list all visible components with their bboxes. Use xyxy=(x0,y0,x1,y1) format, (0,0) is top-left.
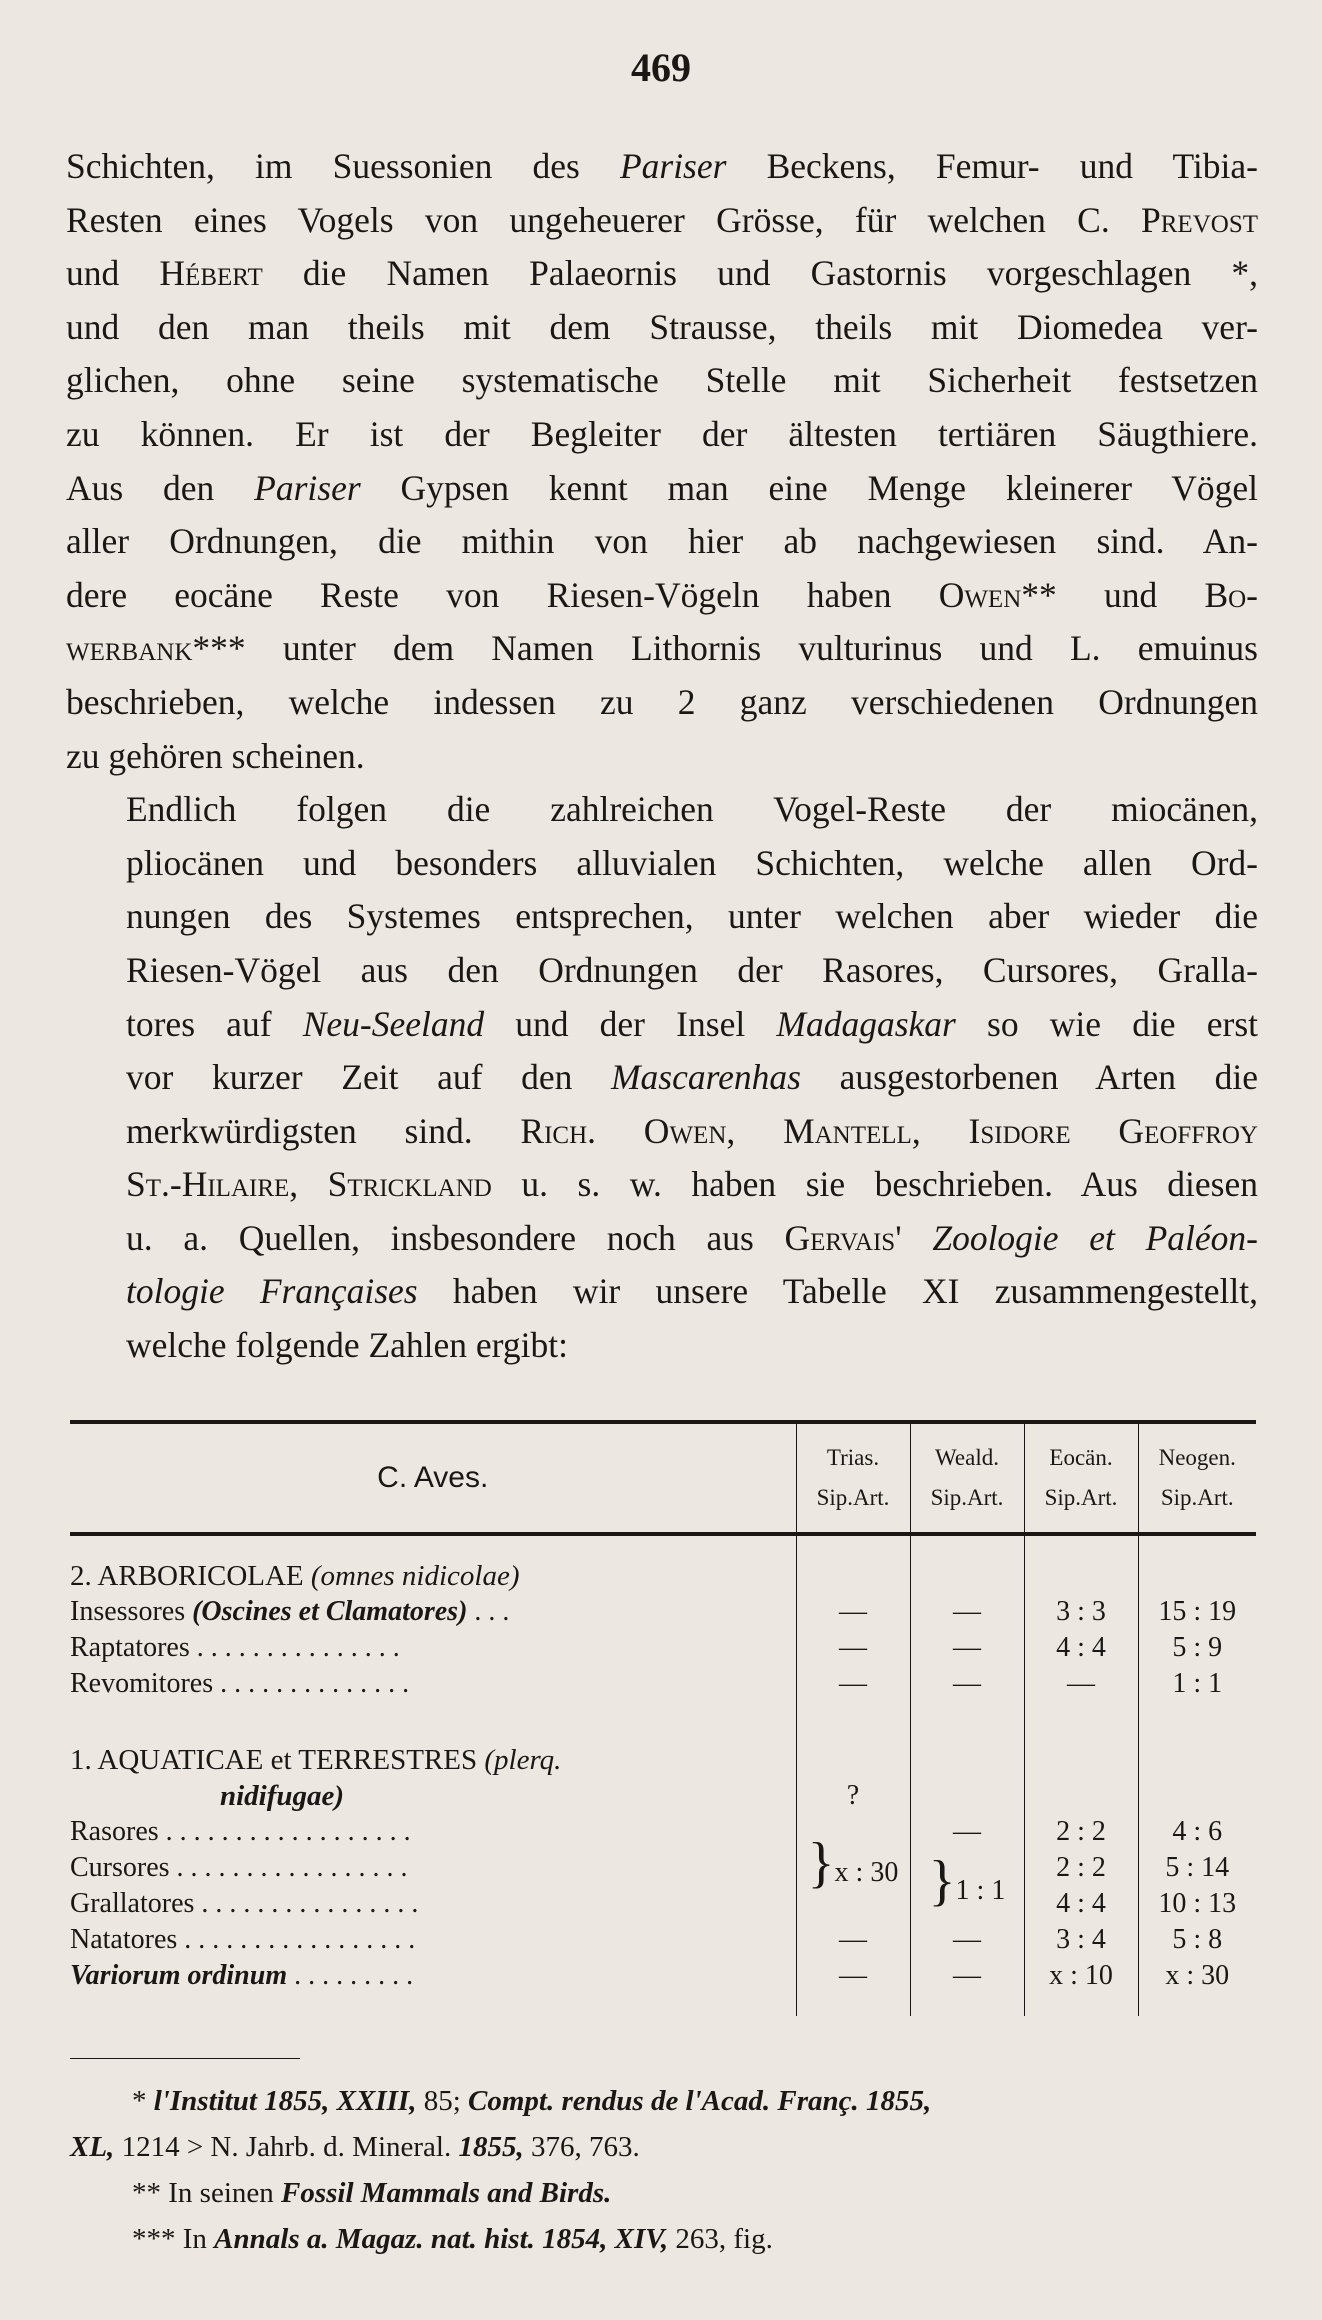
italic-text: Pariser xyxy=(619,146,727,186)
footnote-text: 1214 > N. Jahrb. d. Mineral. xyxy=(114,2131,459,2163)
column-period-label: Neogen. xyxy=(1158,1445,1236,1470)
footnote-source: l'Institut 1855, XXIII, xyxy=(153,2085,417,2117)
text-line: und den man theils mit dem Strausse, theils mit Diomedea ver- xyxy=(66,306,1258,347)
small-caps-name: Owen xyxy=(938,574,1022,615)
small-caps-name: werbank xyxy=(66,628,193,669)
trias-brace-value: x : 30 xyxy=(834,1857,899,1888)
group-number: 2. xyxy=(70,1560,92,1592)
italic-text: Pariser xyxy=(254,467,361,508)
paragraph-2 xyxy=(66,783,1258,1373)
text-line: nungen des Systemes entsprechen, unter welchen aber wieder die xyxy=(126,896,1258,937)
aves-body-table xyxy=(70,1536,1256,2016)
cell-eocan: — xyxy=(1024,1666,1138,1702)
small-caps-name: Gervais xyxy=(784,1217,896,1258)
row-label: Revomitores xyxy=(70,1668,214,1699)
body-text xyxy=(66,140,1258,1373)
small-caps-name: Hébert xyxy=(159,253,263,294)
small-caps-name: Mantell xyxy=(783,1110,912,1151)
footnote-text: In seinen xyxy=(161,2177,281,2209)
cell-eocan: 4 : 4 xyxy=(1024,1886,1138,1922)
footnote-source: Fossil Mammals and Birds. xyxy=(281,2177,612,2209)
table-row xyxy=(70,1922,1256,1958)
text-line: vor kurzer Zeit auf den Mascarenhas ausgestorbenen Arten die xyxy=(126,1057,1258,1098)
footnote-rule xyxy=(70,2058,300,2059)
column-period-label: Eocän. xyxy=(1049,1445,1113,1470)
footnote-3 xyxy=(70,2216,1256,2262)
row-dots: . . . . . . . . . . . . . . . xyxy=(189,1632,400,1663)
row-dots: . . . . . . . . . . . . . . . . xyxy=(194,1888,419,1919)
cell-neogen: 15 : 19 xyxy=(1138,1594,1256,1630)
small-caps-name: St.-Hilaire xyxy=(126,1164,290,1205)
text-line: glichen, ohne seine systematische Stelle mit Sicherheit festsetzen xyxy=(66,360,1258,401)
small-caps-name: Isidore Geoffroy xyxy=(968,1110,1258,1151)
column-sub-label: Sip.Art. xyxy=(930,1485,1004,1510)
page-number: 469 xyxy=(631,45,691,90)
text-line: tores auf Neu-Seeland und der Insel Madagaskar so wie die erst xyxy=(126,1003,1258,1044)
footnote-source: Compt. rendus de l'Acad. Franç. 1855, xyxy=(468,2085,932,2117)
column-sub-label: Sip.Art. xyxy=(1044,1485,1118,1510)
cell-neogen: 10 : 13 xyxy=(1138,1886,1256,1922)
italic-text: Mascarenhas xyxy=(610,1057,801,1098)
row-dots: . . . . . . . . . xyxy=(287,1960,414,1991)
footnote-mark: *** xyxy=(132,2223,176,2255)
table-title: C. Aves. xyxy=(377,1461,489,1494)
text-line: welche folgende Zahlen ergibt: xyxy=(126,1325,568,1366)
table-row xyxy=(70,1814,1256,1850)
small-caps-name: Bo- xyxy=(1204,574,1258,615)
row-label: Variorum ordinum xyxy=(70,1960,288,1991)
text-line: tologie Françaises haben wir unsere Tabelle XI zusammengestellt, xyxy=(126,1271,1258,1312)
row-dots: . . . . . . . . . . . . . . . . . xyxy=(177,1924,416,1955)
row-label: Raptatores xyxy=(70,1632,190,1663)
column-header-neogen xyxy=(1138,1424,1256,1532)
cell-eocan: 3 : 4 xyxy=(1024,1922,1138,1958)
footnotes xyxy=(70,2078,1256,2262)
table-row xyxy=(70,1958,1256,1994)
cell-trias-query: ? xyxy=(796,1778,910,1814)
text-line: Riesen-Vögel aus den Ordnungen der Rasores, Cursores, Gralla- xyxy=(126,949,1258,990)
brace-icon: } xyxy=(807,1832,835,1894)
group-qualifier: (plerq. xyxy=(484,1744,562,1776)
text-line: zu können. Er ist der Begleiter der ältesten tertiären Säugthiere. xyxy=(66,413,1258,454)
cell-weald: — xyxy=(910,1666,1024,1702)
italic-text: Madagaskar xyxy=(776,1003,956,1044)
footnote-source: Annals a. Magaz. nat. hist. 1854, XIV, xyxy=(214,2223,669,2255)
cell-trias: — xyxy=(796,1958,910,1994)
cell-trias: — xyxy=(796,1594,910,1630)
group-qualifier: (omnes nidicolae) xyxy=(310,1560,520,1592)
cell-trias: — xyxy=(796,1922,910,1958)
footnote-text: 85; xyxy=(416,2085,469,2117)
footnote-text: 376, 763. xyxy=(523,2131,640,2163)
text-line: pliocänen und besonders alluvialen Schichten, welche allen Ord- xyxy=(126,842,1258,883)
text-line: aller Ordnungen, die mithin von hier ab nachgewiesen sind. An- xyxy=(66,521,1258,562)
text-line: zu gehören scheinen. xyxy=(66,735,365,776)
cell-weald: — xyxy=(910,1922,1024,1958)
table-row xyxy=(70,1594,1256,1630)
text-line: beschrieben, welche indessen zu 2 ganz verschiedenen Ordnungen xyxy=(66,681,1258,722)
row-label: Cursores xyxy=(70,1852,170,1883)
small-caps-name: Strickland xyxy=(327,1164,492,1205)
small-caps-name: Prevost xyxy=(1141,199,1258,240)
column-sub-label: Sip.Art. xyxy=(1160,1485,1234,1510)
cell-neogen: 1 : 1 xyxy=(1138,1666,1256,1702)
column-header-weald xyxy=(910,1424,1024,1532)
paragraph-1 xyxy=(66,140,1258,783)
text-line: Schichten, im Suessonien des Pariser Beckens, Femur- und Tibia- xyxy=(66,146,1258,186)
table-header-row xyxy=(70,1424,1256,1532)
text-line: dere eocäne Reste von Riesen-Vögeln haben Owen** und Bo- xyxy=(66,574,1258,615)
column-header-trias xyxy=(796,1424,910,1532)
row-label: Natatores xyxy=(70,1924,178,1955)
cell-weald: — xyxy=(910,1958,1024,1994)
group-number: 1. xyxy=(70,1744,92,1776)
text-line: Endlich folgen die zahlreichen Vogel-Reste der miocänen, xyxy=(126,789,1258,830)
italic-text: Zoologie et Paléon- xyxy=(932,1217,1258,1258)
footnote-mark: ** xyxy=(132,2177,161,2209)
row-label: Grallatores xyxy=(70,1888,195,1919)
cell-trias: — xyxy=(796,1666,910,1702)
row-dots: . . . . . . . . . . . . . . . . . xyxy=(169,1852,408,1883)
footnote-source: XL, xyxy=(70,2131,115,2163)
footnote-1 xyxy=(70,2078,1256,2124)
cell-neogen: 4 : 6 xyxy=(1138,1814,1256,1850)
row-dots: . . . xyxy=(467,1596,510,1627)
cell-neogen: 5 : 8 xyxy=(1138,1922,1256,1958)
text-line: werbank*** unter dem Namen Lithornis vulturinus und L. emuinus xyxy=(66,628,1258,669)
table-row xyxy=(70,1886,1256,1922)
group-qualifier-2: nidifugae) xyxy=(220,1780,345,1812)
cell-eocan: 2 : 2 xyxy=(1024,1850,1138,1886)
footnote-text: 263, fig. xyxy=(668,2223,773,2255)
italic-text: Neu-Seeland xyxy=(302,1003,485,1044)
group-name: ARBORICOLAE xyxy=(97,1560,304,1592)
group-heading-aquaticae xyxy=(70,1742,1256,1778)
row-dots: . . . . . . . . . . . . . . . . . . xyxy=(158,1816,411,1847)
italic-text: tologie Françaises xyxy=(126,1271,418,1312)
text-line: merkwürdigsten sind. Rich. Owen, Mantell, Isidore Geoffroy xyxy=(126,1110,1258,1151)
row-label: Rasores xyxy=(70,1816,159,1847)
row-dots: . . . . . . . . . . . . . . xyxy=(213,1668,410,1699)
cell-eocan: x : 10 xyxy=(1024,1958,1138,1994)
table-row xyxy=(70,1630,1256,1666)
cell-weald: — xyxy=(910,1594,1024,1630)
brace-icon: } xyxy=(928,1850,956,1912)
cell-eocan: 3 : 3 xyxy=(1024,1594,1138,1630)
group-heading-continuation xyxy=(70,1778,1256,1814)
footnote-1-continued xyxy=(70,2124,1256,2170)
text-line: und Hébert die Namen Palaeornis und Gastornis vorgeschlagen *, xyxy=(66,253,1259,294)
column-period-label: Weald. xyxy=(935,1445,999,1470)
cell-neogen: 5 : 14 xyxy=(1138,1850,1256,1886)
cell-weald-brace xyxy=(910,1850,1024,1922)
column-sub-label: Sip.Art. xyxy=(816,1485,890,1510)
row-note: (Oscines et Clamatores) xyxy=(192,1596,468,1627)
table-row xyxy=(70,1850,1256,1886)
group-heading-arboricolae xyxy=(70,1558,1256,1594)
text-line: u. a. Quellen, insbesondere noch aus Gervais' Zoologie et Paléon- xyxy=(126,1217,1258,1258)
column-header-eocan xyxy=(1024,1424,1138,1532)
cell-weald: — xyxy=(910,1630,1024,1666)
aves-table xyxy=(70,1420,1256,2016)
cell-trias-brace xyxy=(796,1814,910,1922)
text-line: St.-Hilaire, Strickland u. s. w. haben sie beschrieben. Aus diesen xyxy=(126,1164,1258,1205)
group-name: AQUATICAE et TERRESTRES xyxy=(97,1744,478,1776)
cell-eocan: 4 : 4 xyxy=(1024,1630,1138,1666)
footnote-source: 1855, xyxy=(458,2131,524,2163)
cell-eocan: 2 : 2 xyxy=(1024,1814,1138,1850)
cell-neogen: x : 30 xyxy=(1138,1958,1256,1994)
footnote-mark: * xyxy=(132,2085,147,2117)
aves-data-table xyxy=(70,1424,1256,1532)
footnote-text: In xyxy=(175,2223,215,2255)
cell-weald: — xyxy=(910,1814,1024,1850)
table-row xyxy=(70,1666,1256,1702)
cell-trias: — xyxy=(796,1630,910,1666)
footnote-2 xyxy=(70,2170,1256,2216)
text-line: Resten eines Vogels von ungeheuerer Grösse, für welchen C. Prevost xyxy=(66,199,1258,240)
cell-neogen: 5 : 9 xyxy=(1138,1630,1256,1666)
row-label: Insessores xyxy=(70,1596,186,1627)
text-line: Aus den Pariser Gypsen kennt man eine Menge kleinerer Vögel xyxy=(66,467,1258,508)
column-period-label: Trias. xyxy=(826,1445,880,1470)
weald-brace-value: 1 : 1 xyxy=(955,1875,1006,1906)
small-caps-name: Rich. Owen xyxy=(520,1110,727,1151)
